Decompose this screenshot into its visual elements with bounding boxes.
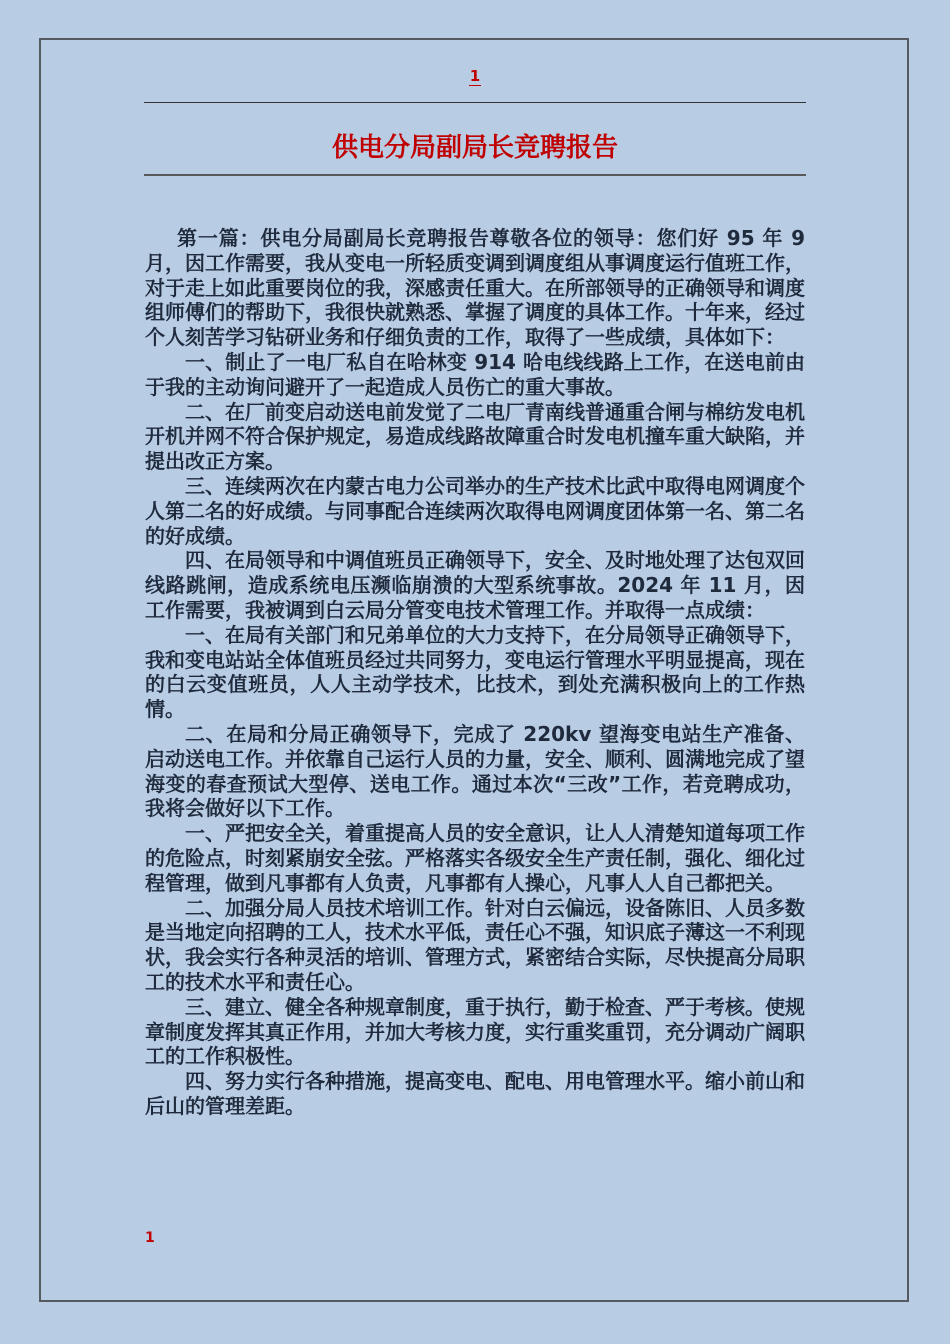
paragraph: 二、加强分局人员技术培训工作。针对白云偏远，设备陈旧、人员多数是当地定向招聘的工人，技术水平低，责任心不强，知识底子薄这一不利现状，我会实行各种灵活的培训、管理方式，紧密结合实际，尽快提高分局职工的技术水平和责任心。: [145, 895, 805, 994]
header-page-number: [0, 66, 950, 86]
paragraph: 第一篇：供电分局副局长竞聘报告尊敬各位的领导：您们好 95 年 9 月，因工作需要，我从变电一所轻质变调到调度组从事调度运行值班工作，对于走上如此重要岗位的我，深感责任重大。在所部领导的正确领导和调度组师傅们的帮助下，我很快就熟悉、掌握了调度的具体工作。十年来，经过个人刻苦学习钻研业务和仔细负责的工作，取得了一些成绩，具体如下：: [145, 226, 805, 350]
title-divider: [144, 174, 806, 176]
footer-page-number: 1: [145, 1230, 155, 1246]
paragraph: 二、在厂前变启动送电前发觉了二电厂青南线普通重合闸与棉纺发电机开机并网不符合保护规定，易造成线路故障重合时发电机撞车重大缺陷，并提出改正方案。: [145, 399, 805, 474]
document-title: 供电分局副局长竞聘报告: [331, 133, 618, 163]
document-body: [145, 226, 805, 1119]
paragraph: 一、在局有关部门和兄弟单位的大力支持下，在分局领导正确领导下，我和变电站站全体值班员经过共同努力，变电运行管理水平明显提高，现在的白云变值班员，人人主动学技术，比技术，到处充满积极向上的工作热情。: [145, 622, 805, 722]
paragraph: 一、严把安全关，着重提高人员的安全意识，让人人清楚知道每项工作的危险点，时刻紧崩安全弦。严格落实各级安全生产责任制，强化、细化过程管理，做到凡事都有人负责，凡事都有人操心，凡事人人自己都把关。: [145, 821, 805, 895]
paragraph: 二、在局和分局正确领导下，完成了 220kv 望海变电站生产准备、启动送电工作。并依靠自己运行人员的力量，安全、顺利、圆满地完成了望海变的春查预试大型停、送电工作。通过本次“三改”工作，若竞聘成功，我将会做好以下工作。: [145, 721, 805, 821]
paragraph: 四、努力实行各种措施，提高变电、配电、用电管理水平。缩小前山和后山的管理差距。: [145, 1069, 805, 1118]
paragraph: 一、制止了一电厂私自在哈林变 914 哈电线线路上工作，在送电前由于我的主动询问避开了一起造成人员伤亡的重大事故。: [145, 349, 805, 399]
paragraph: 三、建立、健全各种规章制度，重于执行，勤于检查、严于考核。使规章制度发挥其真正作用，并加大考核力度，实行重奖重罚，充分调动广阔职工的工作积极性。: [145, 994, 805, 1069]
paragraph: 三、连续两次在内蒙古电力公司举办的生产技术比武中取得电网调度个人第二名的好成绩。与同事配合连续两次取得电网调度团体第一名、第二名的好成绩。: [145, 473, 805, 548]
header-page-number-text: 1: [469, 67, 481, 85]
header-divider: [144, 102, 806, 103]
paragraph: 四、在局领导和中调值班员正确领导下，安全、及时地处理了达包双回线路跳闸，造成系统电压濒临崩溃的大型系统事故。2024 年 11 月，因工作需要，我被调到白云局分管变电技术管理工作。并取得一点成绩：: [145, 548, 805, 622]
